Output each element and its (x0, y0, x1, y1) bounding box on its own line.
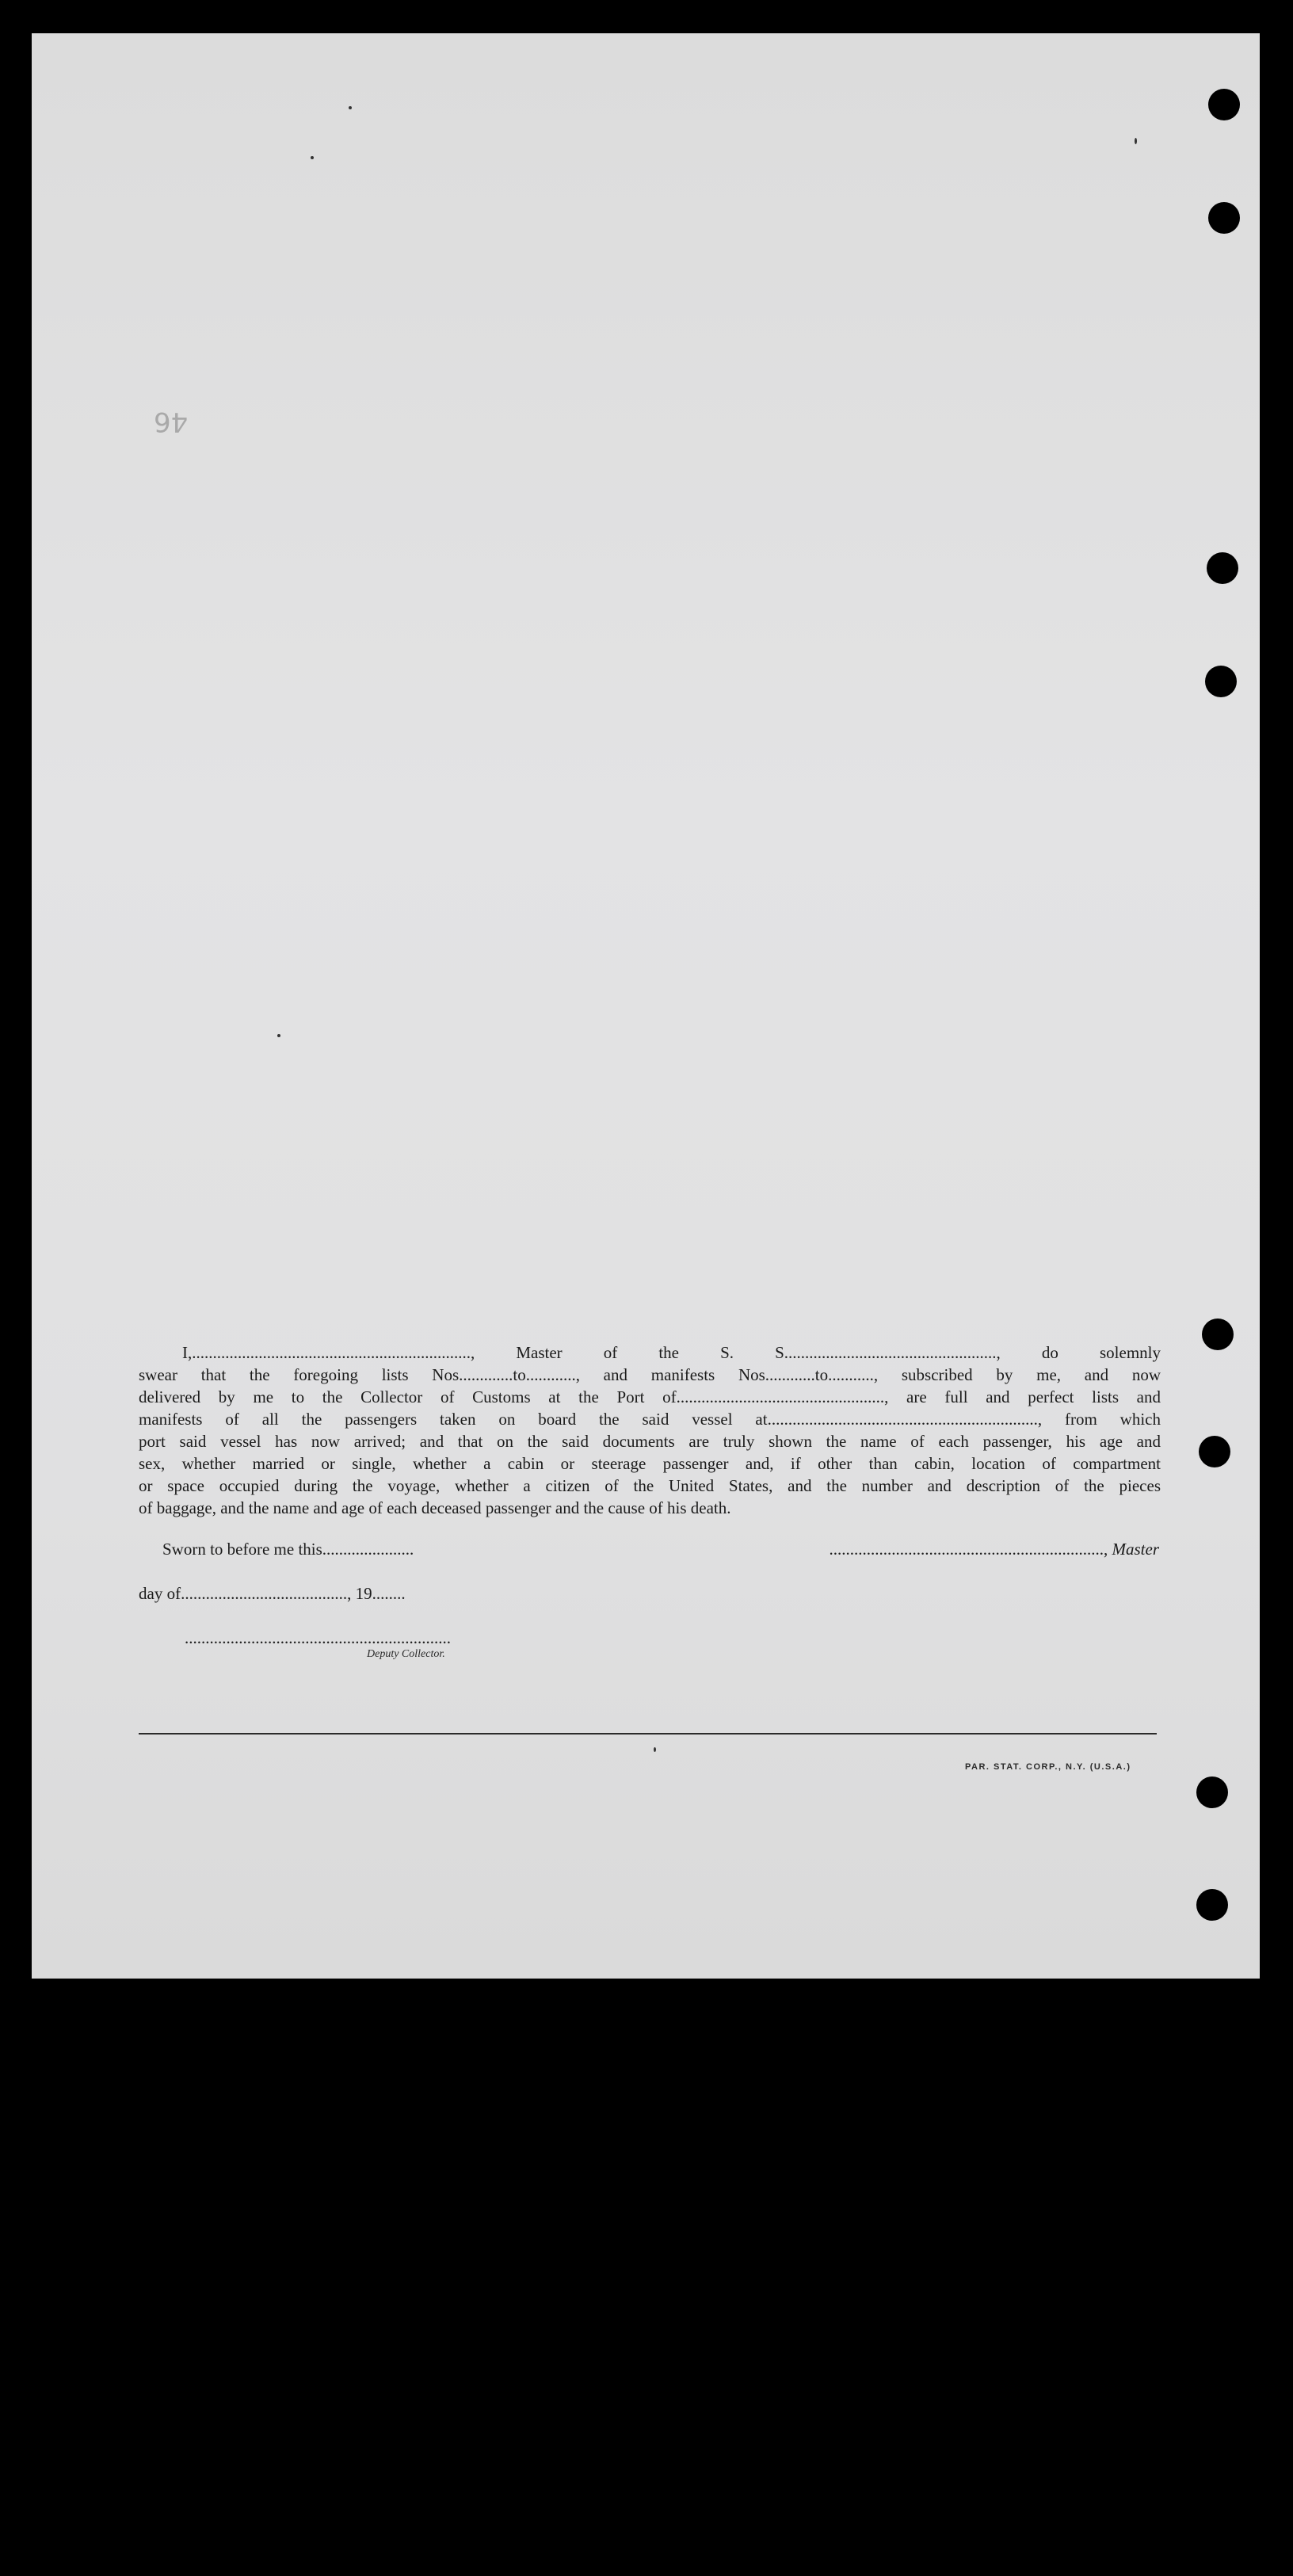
speck (1135, 138, 1137, 144)
oath-line-8: of baggage, and the name and age of each deceased passenger and the cause of his death. (139, 1498, 731, 1517)
oath-line-3: delivered by me to the Collector of Customs at the Port of.................................................., are full and perfect lists and (139, 1387, 1161, 1406)
binder-hole-3 (1207, 552, 1238, 584)
speck (311, 156, 314, 159)
pencil-number: 46 (154, 406, 189, 437)
sworn-line: Sworn to before me this...................... (162, 1540, 414, 1559)
speck (277, 1034, 280, 1037)
oath-line-5: port said vessel has now arrived; and that on the said documents are truly shown the name of each passenger, his age and (139, 1432, 1161, 1451)
binder-hole-8 (1196, 1889, 1228, 1921)
binder-hole-5 (1202, 1319, 1234, 1350)
master-signature-line (743, 1540, 1159, 1559)
master-label: Master (1112, 1540, 1159, 1559)
horizontal-rule (139, 1733, 1157, 1735)
oath-paragraph (139, 1341, 1161, 1519)
oath-line-2: swear that the foregoing lists Nos.............to............, and manifests Nos............to..........., subscribed by me, and now (139, 1365, 1161, 1384)
oath-line-6: sex, whether married or single, whether a cabin or steerage passenger and, if other than cabin, location of compartment (139, 1454, 1161, 1473)
speck (654, 1747, 656, 1752)
day-line: day of........................................, 19........ (139, 1584, 406, 1603)
master-signature-dots: .................................................................., (829, 1540, 1108, 1559)
binder-hole-4 (1205, 666, 1237, 697)
binder-hole-6 (1199, 1436, 1230, 1467)
deputy-collector-label: Deputy Collector. (367, 1648, 445, 1660)
oath-line-4: manifests of all the passengers taken on board the said vessel at................................................................., from which (139, 1410, 1161, 1429)
oath-line-7: or space occupied during the voyage, whether a citizen of the United States, and the number and description of the pieces (139, 1476, 1161, 1495)
binder-hole-1 (1208, 89, 1240, 120)
speck (349, 106, 352, 109)
oath-line-1: I,..................................................................., Master of the S. S..................................................., do solemnly (182, 1343, 1161, 1362)
document-page (32, 33, 1260, 1979)
printer-imprint: PAR. STAT. CORP., N.Y. (U.S.A.) (965, 1762, 1131, 1772)
binder-hole-2 (1208, 202, 1240, 234)
deputy-signature-dots: ................................................................ (185, 1628, 451, 1647)
binder-hole-7 (1196, 1776, 1228, 1808)
